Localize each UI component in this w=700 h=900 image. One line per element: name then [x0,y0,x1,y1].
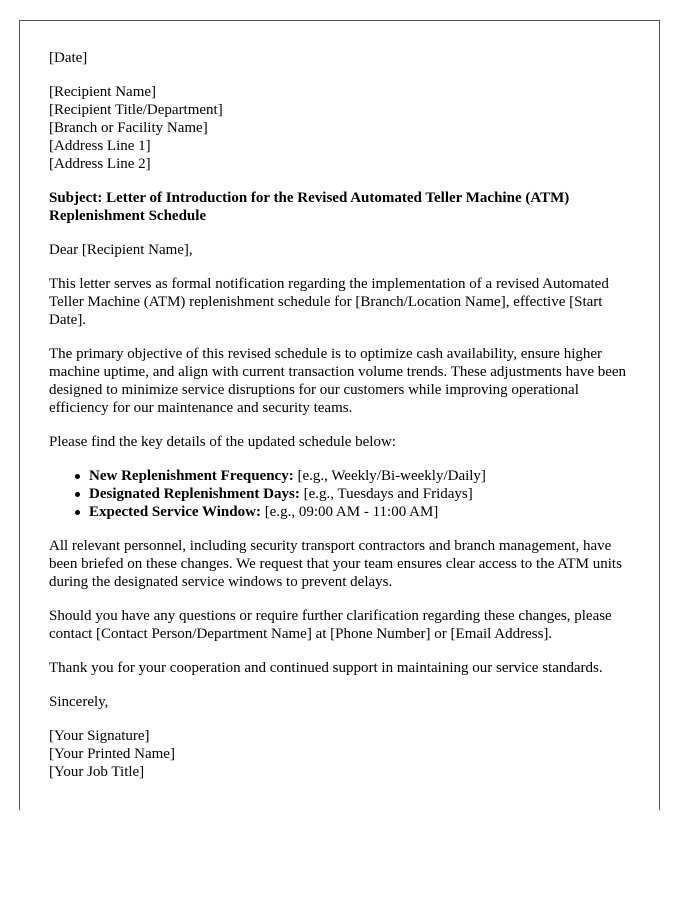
letter-page [19,20,660,810]
letter-subject: Subject: Letter of Introduction for the Revised Automated Teller Machine (ATM) Replenishment Schedule [49,190,570,224]
detail-label: Designated Replenishment Days: [89,486,300,502]
schedule-details-list [49,467,639,521]
detail-value: [e.g., Weekly/Bi-weekly/Daily] [293,468,486,484]
intro-paragraph: This letter serves as formal notification regarding the implementation of a revised Automated Teller Machine (ATM) replenishment schedule for [Branch/Location Name], effective [Start Date]. [49,276,609,328]
letter-body [49,49,639,797]
recipient-title: [Recipient Title/Department] [49,102,223,118]
detail-value: [e.g., 09:00 AM - 11:00 AM] [260,504,439,520]
list-item [89,485,639,503]
recipient-name: [Recipient Name] [49,84,157,100]
thanks-paragraph: Thank you for your cooperation and continued support in maintaining our service standards. [49,660,603,676]
list-item [89,467,639,485]
sign-off: Sincerely, [49,694,109,710]
recipient-branch: [Branch or Facility Name] [49,120,208,136]
printed-name: [Your Printed Name] [49,746,175,762]
letter-date: [Date] [49,50,88,66]
recipient-address-line-2: [Address Line 2] [49,156,151,172]
detail-label: Expected Service Window: [89,504,261,520]
personnel-paragraph: All relevant personnel, including security transport contractors and branch management, have been briefed on these changes. We request that your team ensures clear access to the ATM units during the designated service windows to prevent delays. [49,538,622,590]
recipient-block [49,83,639,173]
contact-paragraph: Should you have any questions or require further clarification regarding these changes, please contact [Contact Person/Department Name] at [Phone Number] or [Email Address]. [49,608,612,642]
signature-block [49,727,639,781]
recipient-address-line-1: [Address Line 1] [49,138,151,154]
salutation: Dear [Recipient Name], [49,242,193,258]
detail-label: New Replenishment Frequency: [89,468,294,484]
objective-paragraph: The primary objective of this revised schedule is to optimize cash availability, ensure higher machine uptime, and align with current transaction volume trends. These adjustments have been designed to minimize service disruptions for our customers while improving operational efficiency for our maintenance and security teams. [49,346,627,416]
list-item [89,503,639,521]
details-intro-paragraph: Please find the key details of the updated schedule below: [49,434,396,450]
job-title: [Your Job Title] [49,764,145,780]
detail-value: [e.g., Tuesdays and Fridays] [299,486,473,502]
signature-line: [Your Signature] [49,728,150,744]
